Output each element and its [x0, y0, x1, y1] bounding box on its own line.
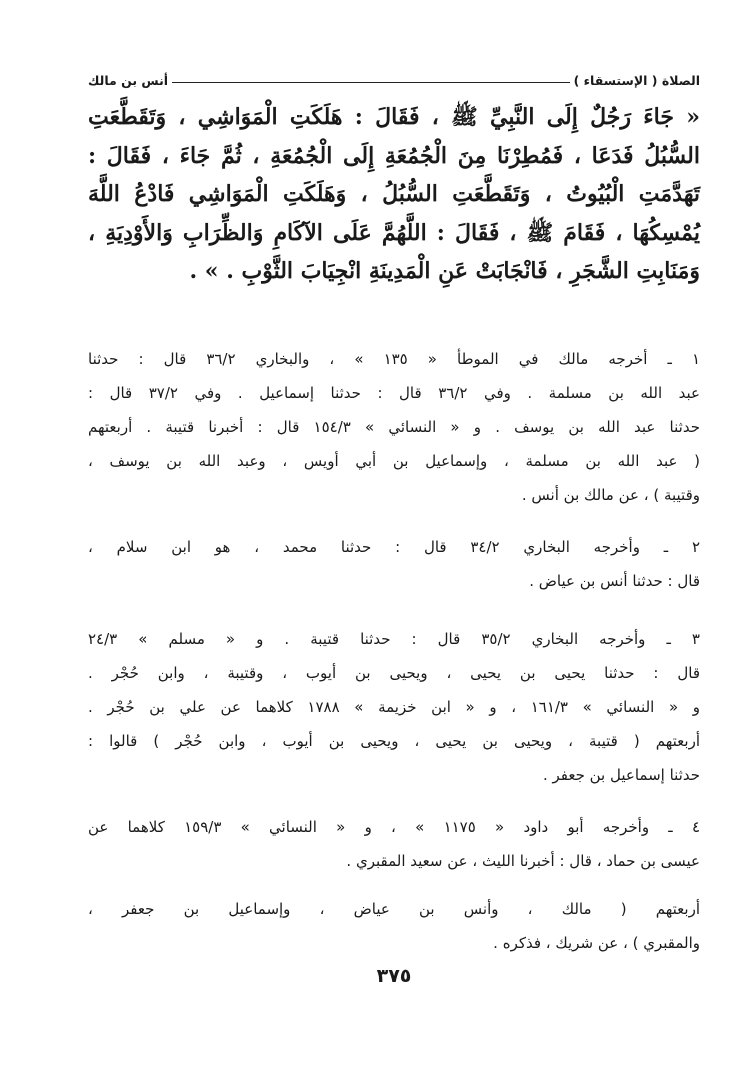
note-line: ٣ ـ وأخرجه البخاري ٣٥/٢ قال : حدثنا قتيبة . و « مسلم » ٢٤/٣	[88, 630, 700, 648]
running-header	[88, 66, 700, 88]
hadith-line: السُّبُلُ فَدَعَا ، فَمُطِرْنَا مِنَ الْجُمُعَةِ إِلَى الْجُمُعَةِ ، ثُمَّ جَاءَ ، فَقَالَ :	[88, 142, 700, 169]
note-line: والمقبري ) ، عن شريك ، فذكره .	[493, 934, 700, 952]
hadith-line: وَمَنَابِتِ الشَّجَرِ ، فَانْجَابَتْ عَنِ الْمَدِينَةِ انْجِيَابَ الثَّوْبِ . » .	[189, 258, 700, 284]
header-chapter-title: الصلاة ( الإستسقاء )	[573, 73, 700, 88]
note-line: حدثنا عبد الله بن يوسف . و « النسائي » ١٥٤/٣ قال : أخبرنا قتيبة . أربعتهم	[88, 418, 700, 436]
note-line: أربعتهم ( مالك ، وأنس بن عياض ، وإسماعيل بن جعفر ،	[88, 900, 700, 918]
note-line: ١ ـ أخرجه مالك في الموطأ « ١٣٥ » ، والبخاري ٣٦/٢ قال : حدثنا	[88, 350, 700, 368]
takhrij-notes	[88, 342, 700, 960]
hadith-line: تَهَدَّمَتِ الْبُيُوتُ ، وَتَقَطَّعَتِ السُّبُلُ ، وَهَلَكَتِ الْمَوَاشِي فَادْعُ اللَّهَ	[88, 181, 700, 207]
note-4	[88, 810, 700, 878]
header-narrator-name: أنس بن مالك	[88, 73, 169, 88]
hadith-line: يُمْسِكُهَا ، فَقَامَ ﷺ ، فَقَالَ : اللَّهُمَّ عَلَى الآكَامِ وَالظِّرَابِ وَالأَوْدِيَةِ ،	[88, 219, 700, 246]
note-line: عيسى بن حماد ، قال : أخبرنا الليث ، عن سعيد المقبري .	[346, 852, 700, 870]
hadith-line: « جَاءَ رَجُلٌ إِلَى النَّبِيِّ ﷺ ، فَقَالَ : هَلَكَتِ الْمَوَاشِي ، وَتَقَطَّعَتِ	[88, 104, 700, 130]
note-line: قال : حدثنا يحيى بن يحيى ، ويحيى بن أيوب ، وقتيبة ، وابن حُجْر .	[88, 664, 700, 682]
note-3	[88, 622, 700, 792]
header-rule	[172, 82, 570, 83]
note-line: ٢ ـ وأخرجه البخاري ٣٤/٢ قال : حدثنا محمد ، هو ابن سلام ،	[88, 538, 700, 556]
note-line: أربعتهم ( قتيبة ، ويحيى بن يحيى ، ويحيى بن أيوب ، وابن حُجْر ) قالوا :	[88, 732, 700, 750]
note-line: عبد الله بن مسلمة . وفي ٣٦/٢ قال : حدثنا إسماعيل . وفي ٣٧/٢ قال :	[88, 384, 701, 402]
note-line: حدثنا إسماعيل بن جعفر .	[542, 766, 700, 784]
note-line: ( عبد الله بن مسلمة ، وإسماعيل بن أبي أويس ، وعبد الله بن يوسف ،	[88, 452, 700, 470]
note-line: وقتيبة ) ، عن مالك بن أنس .	[521, 486, 700, 504]
page-number: ٣٧٥	[376, 965, 412, 987]
hadith-text	[88, 98, 700, 291]
note-line: و « النسائي » ١٦١/٣ ، و « ابن خزيمة » ١٧٨٨ كلاهما عن علي بن حُجْر .	[88, 698, 700, 716]
note-line: ٤ ـ وأخرجه أبو داود « ١١٧٥ » ، و « النسائي » ١٥٩/٣ كلاهما عن	[88, 818, 700, 836]
book-page	[88, 60, 700, 1020]
note-1	[88, 342, 700, 512]
note-5	[88, 892, 700, 960]
note-2	[88, 530, 700, 598]
note-line: قال : حدثنا أنس بن عياض .	[529, 572, 700, 590]
